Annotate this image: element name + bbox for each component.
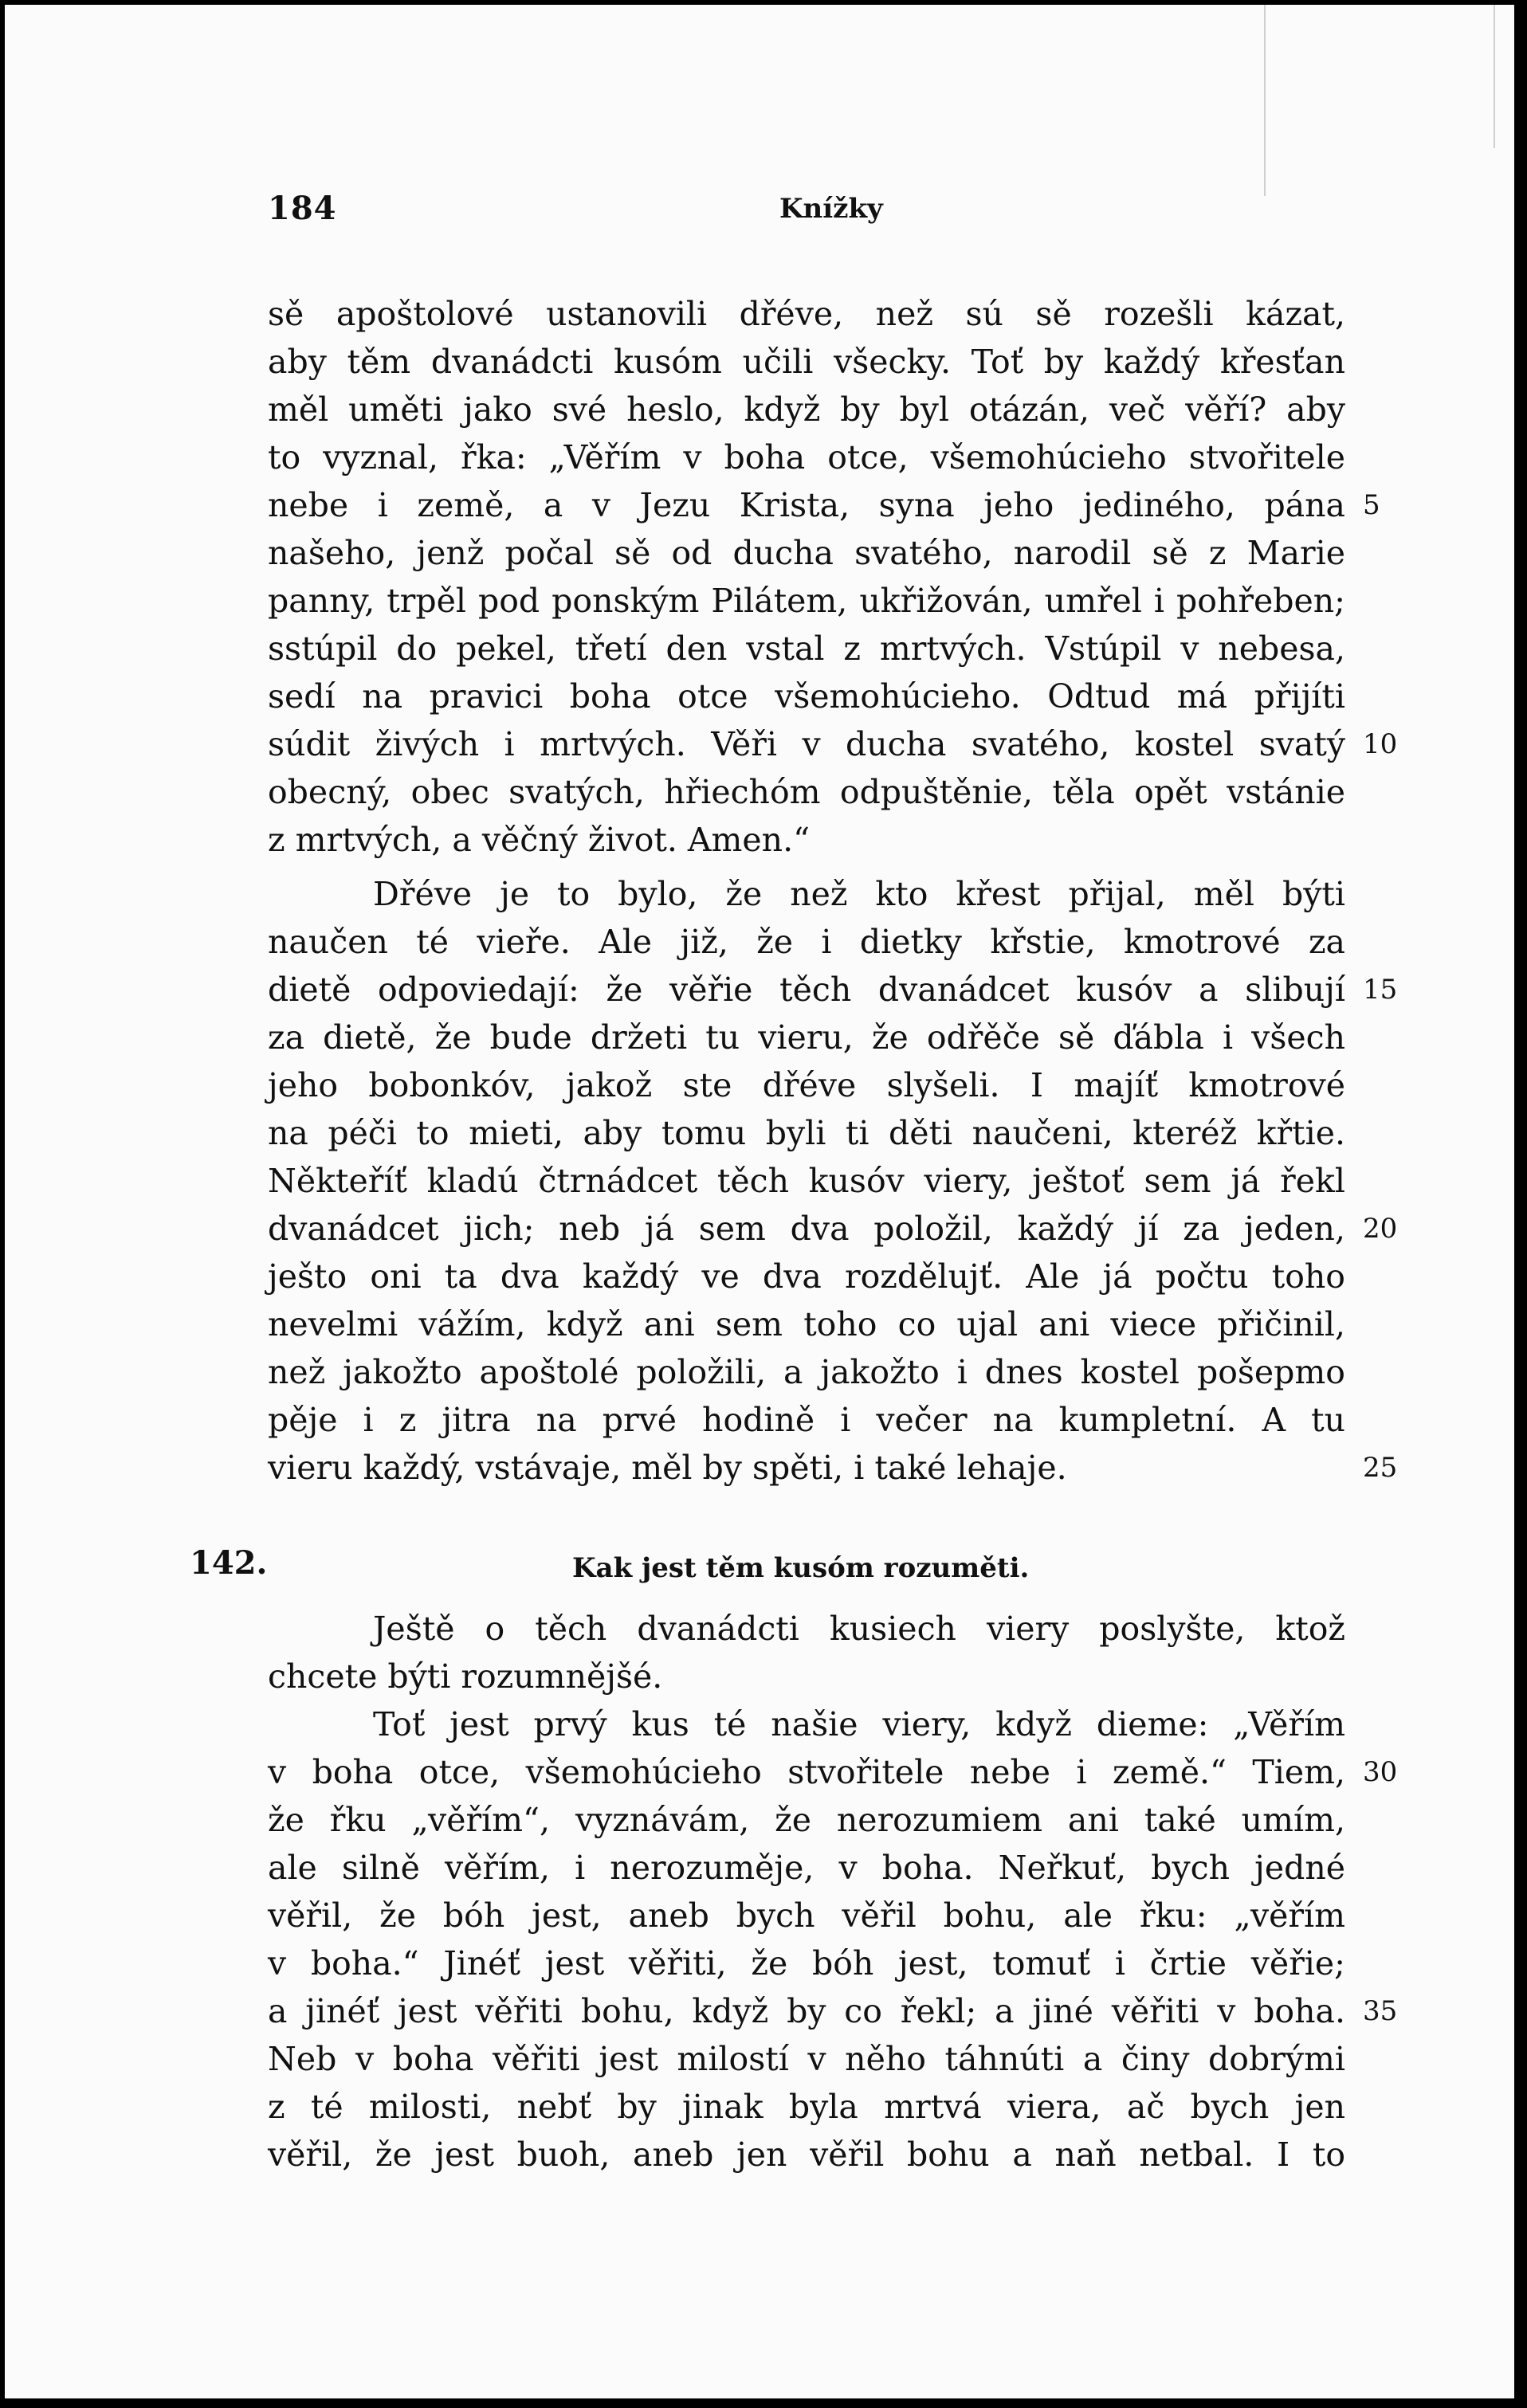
text-line: naučen té vieře. Ale již, že i dietky křstie, kmotrové za [268, 923, 1345, 961]
text-line: aby těm dvanádcti kusóm učili všecky. Toť by každý křesťan [268, 343, 1345, 381]
text-line: to vyznal, řka: „Věřím v boha otce, všemohúcieho stvořitele [268, 438, 1345, 477]
line-number: 20 [1363, 1213, 1398, 1245]
text-line: panny, trpěl pod ponským Pilátem, ukřižován, umřel i pohřeben; [268, 582, 1345, 620]
text-line: Neb v boha věřiti jest milostí v něho táhnúti a činy dobrými [268, 2040, 1345, 2078]
text-line: z mrtvých, a věčný život. Amen.“ [268, 821, 811, 859]
text-line: měl uměti jako své heslo, když by byl otázán, več věří? aby [268, 390, 1345, 429]
section-title: Kak jest těm kusóm rozuměti. [572, 1552, 1030, 1584]
text-line: sě apoštolové ustanovili dřéve, než sú sě rozešli kázat, [268, 295, 1345, 333]
text-line: nebe i země, a v Jezu Krista, syna jeho jediného, pána [268, 486, 1345, 524]
text-line: Ještě o těch dvanádcti kusiech viery poslyšte, ktož [373, 1610, 1345, 1648]
text-line: na péči to mieti, aby tomu byli ti děti naučeni, kteréž křtie. [268, 1114, 1345, 1152]
line-number: 25 [1363, 1452, 1398, 1484]
text-line: našeho, jenž počal sě od ducha svatého, narodil sě z Marie [268, 534, 1345, 572]
text-line: že řku „věřím“, vyznávám, že nerozumiem ani také umím, [268, 1801, 1345, 1839]
text-line: vieru každý, vstávaje, měl by spěti, i také lehaje. [268, 1449, 1067, 1487]
text-line: jeho bobonkóv, jakož ste dřéve slyšeli. I majíť kmotrové [268, 1066, 1345, 1104]
line-number: 30 [1363, 1756, 1398, 1788]
text-line: pěje i z jitra na prvé hodině i večer na kumpletní. A tu [268, 1401, 1345, 1439]
text-line: za dietě, že bude držeti tu vieru, že odřěče sě ďábla i všech [268, 1018, 1345, 1057]
text-line: v boha.“ Jinéť jest věřiti, že bóh jest, tomuť i črtie věřie; [268, 1944, 1345, 1982]
running-title: Knížky [779, 193, 883, 225]
text-line: nevelmi vážím, když ani sem toho co ujal ani viece přičinil, [268, 1305, 1345, 1343]
line-number: 5 [1363, 489, 1380, 521]
page-edge-line-top [1264, 5, 1266, 196]
text-line: sedí na pravici boha otce všemohúcieho. Odtud má přijíti [268, 677, 1345, 716]
book-page [5, 5, 1514, 2398]
line-number: 15 [1363, 974, 1398, 1006]
line-number: 35 [1363, 1995, 1398, 2027]
text-line: sstúpil do pekel, třetí den vstal z mrtvých. Vstúpil v nebesa, [268, 629, 1345, 668]
page-edge-line-right [1494, 5, 1495, 148]
text-line: dvanádcet jich; neb já sem dva položil, každý jí za jeden, [268, 1210, 1345, 1248]
text-line: v boha otce, všemohúcieho stvořitele nebe i země.“ Tiem, [268, 1753, 1345, 1791]
text-line: ale silně věřím, i nerozuměje, v boha. Neřkuť, bych jedné [268, 1849, 1345, 1887]
line-number: 10 [1363, 728, 1398, 760]
text-line: věřil, že jest buoh, aneb jen věřil bohu a naň netbal. I to [268, 2135, 1345, 2174]
text-line: ješto oni ta dva každý ve dva rozdělujť. Ale já počtu toho [268, 1257, 1345, 1296]
text-line: súdit živých i mrtvých. Věři v ducha svatého, kostel svatý [268, 725, 1345, 763]
text-line: Toť jest prvý kus té našie viery, když dieme: „Věřím [373, 1705, 1345, 1743]
page-number: 184 [268, 190, 337, 227]
text-line: dietě odpoviedají: že věřie těch dvanádcet kusóv a slibují [268, 971, 1345, 1009]
section-number: 142. [190, 1544, 268, 1582]
text-line: obecný, obec svatých, hřiechóm odpuštěnie, těla opět vstánie [268, 773, 1345, 811]
text-line: než jakožto apoštolé položili, a jakožto i dnes kostel pošepmo [268, 1353, 1345, 1391]
text-line: a jinéť jest věřiti bohu, když by co řekl; a jiné věřiti v boha. [268, 1992, 1345, 2030]
running-head [5, 190, 1514, 237]
text-line: Někteříť kladú čtrnádcet těch kusóv viery, ještoť sem já řekl [268, 1162, 1345, 1200]
text-line: Dřéve je to bylo, že než kto křest přijal, měl býti [373, 875, 1345, 913]
text-line: z té milosti, nebť by jinak byla mrtvá viera, ač bych jen [268, 2088, 1345, 2126]
text-line: chcete býti rozumnějšé. [268, 1657, 663, 1696]
text-line: věřil, že bóh jest, aneb bych věřil bohu, ale řku: „věřím [268, 1896, 1345, 1935]
